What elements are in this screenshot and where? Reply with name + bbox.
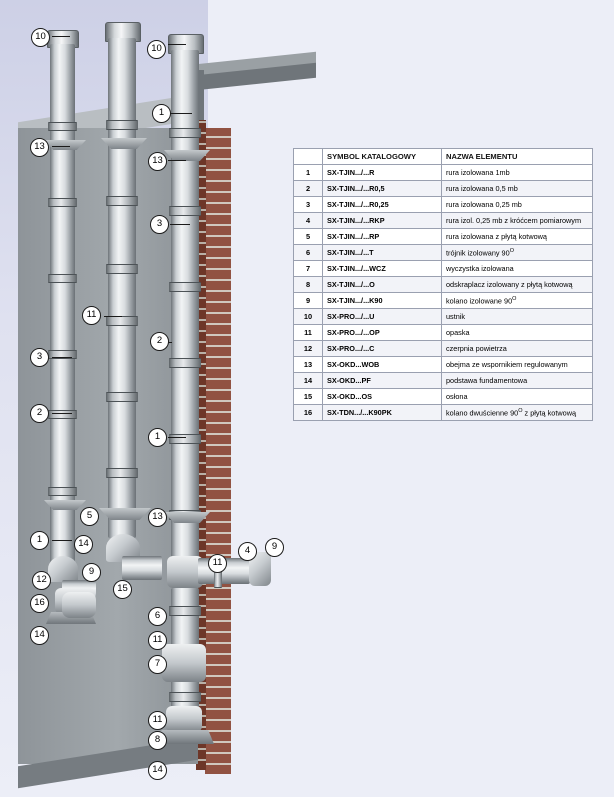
- callout-7: 7: [148, 655, 167, 674]
- pipe-c-column: [171, 50, 199, 560]
- pipe-a-elbow-90: [48, 556, 78, 582]
- table-row: [294, 245, 593, 261]
- legend-cell-symbol: SX-TJIN.../...O: [323, 277, 442, 293]
- leader-line: [52, 413, 72, 414]
- pipe-b-joint-3: [106, 264, 138, 274]
- leader-line: [104, 316, 122, 317]
- callout-1-top: 1: [152, 104, 171, 123]
- legend-cell-number: 5: [294, 229, 323, 245]
- table-row: [294, 165, 593, 181]
- legend-cell-symbol: SX-TDN.../...K90PK: [323, 405, 442, 421]
- legend-cell-symbol: SX-TJIN.../...RKP: [323, 213, 442, 229]
- legend-cell-number: 3: [294, 197, 323, 213]
- callout-9-right: 9: [265, 538, 284, 557]
- callout-16: 16: [30, 594, 49, 613]
- table-row: [294, 341, 593, 357]
- callout-2-lower: 2: [30, 404, 49, 423]
- component-legend-table: [293, 148, 593, 421]
- legend-cell-symbol: SX-PRO.../...U: [323, 309, 442, 325]
- leader-line: [52, 357, 72, 358]
- legend-cell-number: 12: [294, 341, 323, 357]
- pipe-a-joint-2: [48, 198, 77, 207]
- legend-name-text-2: z płytą kotwową: [522, 408, 577, 418]
- callout-13-lower: 13: [148, 508, 167, 527]
- legend-header-name: NAZWA ELEMENTU: [442, 149, 593, 165]
- legend-cell-name: ustnik: [442, 309, 593, 325]
- legend-cell-symbol: SX-TJIN.../...R0,5: [323, 181, 442, 197]
- legend-header-row: [294, 149, 593, 165]
- callout-6: 6: [148, 607, 167, 626]
- pipe-c-lower-clamp-1: [169, 606, 201, 616]
- chimney-installation-illustration: [0, 0, 300, 797]
- legend-cell-number: 11: [294, 325, 323, 341]
- legend-cell-name: osłona: [442, 389, 593, 405]
- table-row: [294, 309, 593, 325]
- pipe-c-joint-2: [169, 206, 201, 216]
- legend-cell-number: 10: [294, 309, 323, 325]
- legend-cell-name: rura izolowana 1mb: [442, 165, 593, 181]
- legend-cell-number: 15: [294, 389, 323, 405]
- legend-cell-symbol: SX-TJIN.../...RP: [323, 229, 442, 245]
- callout-14-upper: 14: [74, 535, 93, 554]
- table-row: [294, 357, 593, 373]
- callout-11-bottom: 11: [148, 711, 167, 730]
- callout-15: 15: [113, 580, 132, 599]
- legend-header-number: [294, 149, 323, 165]
- callout-9-left: 9: [82, 563, 101, 582]
- legend-name-superscript: O: [512, 295, 517, 302]
- legend-cell-number: 16: [294, 405, 323, 421]
- legend-cell-name: [442, 293, 593, 309]
- legend-cell-name: podstawa fundamentowa: [442, 373, 593, 389]
- pipe-b-column: [108, 38, 136, 538]
- pipe-c-joint-4: [169, 358, 201, 368]
- pipe-b-joint-1: [106, 120, 138, 130]
- table-row: [294, 197, 593, 213]
- table-row: [294, 181, 593, 197]
- legend-cell-name: opaska: [442, 325, 593, 341]
- legend-cell-name: rura izol. 0,25 mb z króćcem pomiarowym: [442, 213, 593, 229]
- protective-cover-unit: [62, 592, 96, 618]
- pipe-a-joint-5: [48, 410, 77, 419]
- pipe-a-joint-6: [48, 487, 77, 496]
- legend-cell-number: 7: [294, 261, 323, 277]
- legend-name-superscript: O: [509, 247, 514, 254]
- callout-12: 12: [32, 571, 51, 590]
- pipe-b-joint-2: [106, 196, 138, 206]
- legend-cell-symbol: SX-PRO.../...C: [323, 341, 442, 357]
- legend-name-superscript: O: [518, 407, 523, 414]
- legend-cell-symbol: SX-TJIN.../...WCZ: [323, 261, 442, 277]
- pipe-a-joint-1: [48, 122, 77, 131]
- pipe-c-joint-1: [169, 128, 201, 138]
- leader-line: [168, 160, 186, 161]
- leader-line: [52, 146, 70, 147]
- legend-cell-name: wyczystka izolowana: [442, 261, 593, 277]
- leader-line: [52, 540, 72, 541]
- legend-cell-symbol: SX-TJIN.../...R0,25: [323, 197, 442, 213]
- condensate-drain: [166, 706, 202, 732]
- table-row: [294, 293, 593, 309]
- legend-name-text: trójnik izolowany 90: [446, 248, 510, 258]
- legend-cell-number: 13: [294, 357, 323, 373]
- legend-cell-symbol: SX-OKD...OS: [323, 389, 442, 405]
- legend-cell-number: 4: [294, 213, 323, 229]
- legend-cell-name: odskraplacz izolowany z płytą kotwową: [442, 277, 593, 293]
- legend-cell-symbol: SX-TJIN.../...R: [323, 165, 442, 181]
- callout-14-lower: 14: [148, 761, 167, 780]
- callout-5: 5: [80, 507, 99, 526]
- legend-cell-symbol: SX-TJIN.../...K90: [323, 293, 442, 309]
- legend-cell-name: rura izolowana 0,25 mb: [442, 197, 593, 213]
- leader-line: [168, 44, 186, 45]
- legend-cell-name: [442, 405, 593, 421]
- leader-line: [170, 224, 190, 225]
- table-row: [294, 373, 593, 389]
- callout-11-mid: 11: [208, 554, 227, 573]
- callout-14-mid: 14: [30, 626, 49, 645]
- pipe-c-lower-clamp-2: [169, 692, 201, 702]
- legend-cell-number: 9: [294, 293, 323, 309]
- pipe-a-joint-3: [48, 274, 77, 283]
- callout-1-lower: 1: [30, 531, 49, 550]
- pipe-b-joint-5: [106, 392, 138, 402]
- callout-4: 4: [238, 542, 257, 561]
- pipe-c-joint-5: [169, 434, 201, 444]
- leader-line: [170, 113, 192, 114]
- callout-1-middle: 1: [148, 428, 167, 447]
- table-row: [294, 229, 593, 245]
- legend-cell-name: rura izolowana 0,5 mb: [442, 181, 593, 197]
- leader-line: [52, 36, 70, 37]
- callout-11-lower: 11: [148, 631, 167, 650]
- callout-3-upper: 3: [150, 215, 169, 234]
- legend-cell-symbol: SX-OKD...WOB: [323, 357, 442, 373]
- legend-cell-number: 14: [294, 373, 323, 389]
- callout-3-lower: 3: [30, 348, 49, 367]
- legend-name-text: kolano izolowane 90: [446, 296, 513, 306]
- pipe-b-horizontal-run: [122, 556, 162, 580]
- legend-cell-symbol: SX-PRO.../...OP: [323, 325, 442, 341]
- legend-cell-symbol: SX-TJIN.../...T: [323, 245, 442, 261]
- legend-cell-number: 8: [294, 277, 323, 293]
- cleanout-unit: [162, 644, 206, 682]
- table-row: [294, 213, 593, 229]
- callout-10-right: 10: [147, 40, 166, 59]
- table-row: [294, 261, 593, 277]
- callout-11-upper: 11: [82, 306, 101, 325]
- legend-cell-symbol: SX-OKD...PF: [323, 373, 442, 389]
- callout-13-left: 13: [30, 138, 49, 157]
- pipe-b-joint-4: [106, 316, 138, 326]
- legend-cell-name: rura izolowana z płytą kotwową: [442, 229, 593, 245]
- callout-8: 8: [148, 731, 167, 750]
- legend-cell-number: 1: [294, 165, 323, 181]
- brick-wall-face: [205, 128, 231, 774]
- legend-cell-name: [442, 245, 593, 261]
- legend-cell-name: czerpnia powietrza: [442, 341, 593, 357]
- table-row: [294, 325, 593, 341]
- legend-cell-number: 2: [294, 181, 323, 197]
- pipe-b-joint-6: [106, 468, 138, 478]
- table-row: [294, 405, 593, 421]
- table-row: [294, 277, 593, 293]
- legend-cell-number: 6: [294, 245, 323, 261]
- callout-2-middle: 2: [150, 332, 169, 351]
- table-row: [294, 389, 593, 405]
- legend-cell-name: obejma ze wspornikiem regulowanym: [442, 357, 593, 373]
- callout-10-left: 10: [31, 28, 50, 47]
- legend-header-symbol: SYMBOL KATALOGOWY: [323, 149, 442, 165]
- leader-line: [168, 437, 186, 438]
- pipe-c-joint-3: [169, 282, 201, 292]
- callout-13-right: 13: [148, 152, 167, 171]
- legend-name-text: kolano dwuścienne 90: [446, 408, 519, 418]
